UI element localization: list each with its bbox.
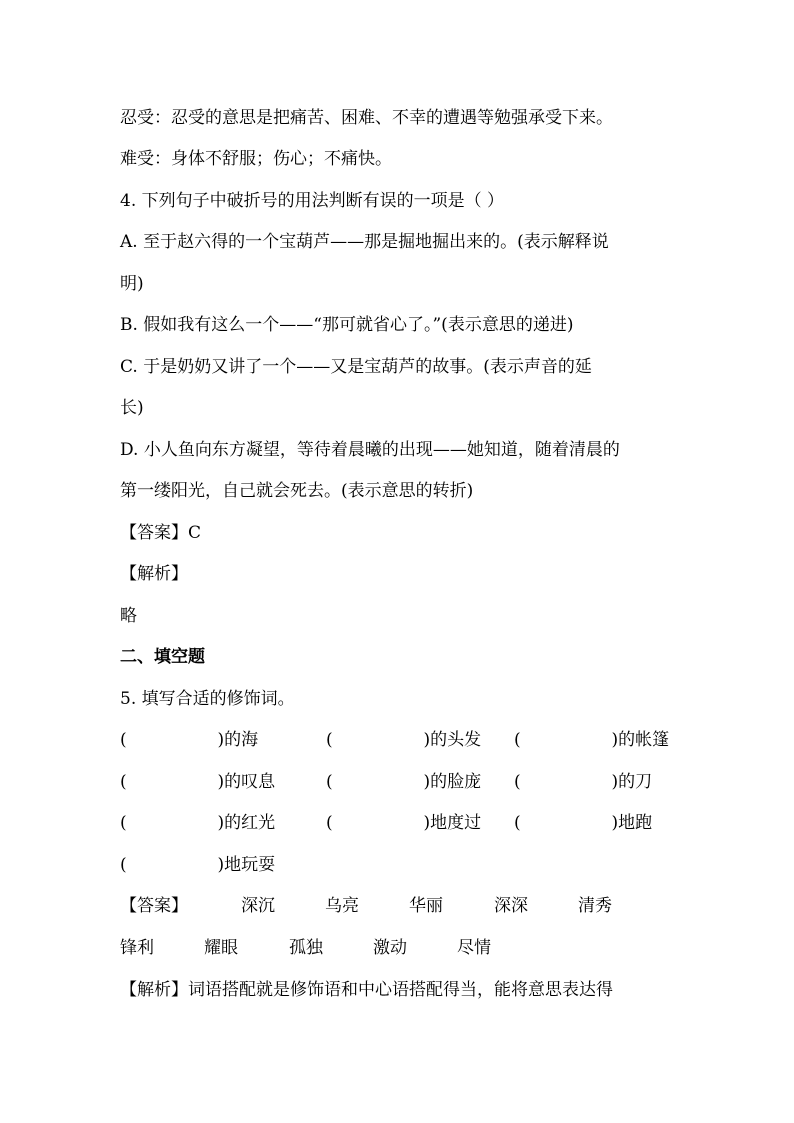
close-paren: ) <box>423 772 431 792</box>
open-paren: ( <box>326 772 333 792</box>
blank-item-label: 的叹息 <box>224 772 276 792</box>
option-c-line2: 长) <box>120 398 144 418</box>
blank-item-label: 的脸庞 <box>430 772 482 792</box>
blank-item <box>326 728 481 752</box>
open-paren: ( <box>326 813 333 833</box>
blank-item <box>326 770 481 794</box>
answer-label-q5: 【答案】 <box>120 896 188 916</box>
option-c-line1: C. 于是奶奶又讲了一个——又是宝葫芦的故事。(表示声音的延 <box>120 357 592 377</box>
answer-word: 乌亮 <box>325 896 359 916</box>
open-paren: ( <box>120 813 127 833</box>
open-paren: ( <box>120 855 127 875</box>
blank-item-label: 的红光 <box>224 813 276 833</box>
open-paren: ( <box>514 772 521 792</box>
blank-item-label: 地度过 <box>430 813 482 833</box>
analysis-q5: 【解析】词语搭配就是修饰语和中心语搭配得当，能将意思表达得 <box>120 980 613 1000</box>
blank-item <box>120 811 275 835</box>
close-paren: ) <box>217 730 225 750</box>
open-paren: ( <box>120 772 127 792</box>
close-paren: ) <box>423 730 431 750</box>
option-b: B. 假如我有这么一个——“那可就省心了。”(表示意思的递进) <box>120 315 574 335</box>
answer-word: 耀眼 <box>204 938 238 958</box>
close-paren: ) <box>217 813 225 833</box>
blank-item <box>514 728 669 752</box>
answer-word: 清秀 <box>578 896 612 916</box>
blank-item-label: 地玩耍 <box>224 855 276 875</box>
answer-word: 深深 <box>494 896 528 916</box>
open-paren: ( <box>514 730 521 750</box>
analysis-label-q4: 【解析】 <box>120 564 188 584</box>
option-a-line2: 明) <box>120 274 144 294</box>
option-d-line1: D. 小人鱼向东方凝望，等待着晨曦的出现——她知道，随着清晨的 <box>120 440 620 460</box>
definition-nanshou: 难受：身体不舒服；伤心；不痛快。 <box>120 149 392 169</box>
blank-item-label: 的帐篷 <box>618 730 670 750</box>
blank-item-label: 的刀 <box>618 772 653 792</box>
section-heading: 二、填空题 <box>120 647 205 667</box>
question-5-stem: 5. 填写合适的修饰词。 <box>120 689 295 709</box>
analysis-text-q4: 略 <box>120 606 137 626</box>
open-paren: ( <box>514 813 521 833</box>
blank-item <box>514 811 652 835</box>
answer-word: 锋利 <box>120 938 154 958</box>
close-paren: ) <box>423 813 431 833</box>
answer-word: 深沉 <box>241 896 275 916</box>
answer-word: 尽情 <box>457 938 491 958</box>
blank-item-label: 的头发 <box>430 730 482 750</box>
blank-item <box>326 811 481 835</box>
close-paren: ) <box>217 855 225 875</box>
answer-q4: 【答案】C <box>120 523 202 543</box>
answer-word: 华丽 <box>409 896 443 916</box>
close-paren: ) <box>611 772 619 792</box>
blank-item <box>514 770 652 794</box>
blank-item <box>120 853 275 877</box>
close-paren: ) <box>611 813 619 833</box>
blank-item <box>120 728 258 752</box>
answer-word: 孤独 <box>289 938 323 958</box>
option-a-line1: A. 至于赵六得的一个宝葫芦——那是掘地掘出来的。(表示解释说 <box>120 232 609 252</box>
answer-word: 激动 <box>373 938 407 958</box>
question-4-stem: 4. 下列句子中破折号的用法判断有误的一项是（ ） <box>120 191 505 211</box>
close-paren: ) <box>217 772 225 792</box>
option-d-line2: 第一缕阳光，自己就会死去。(表示意思的转折) <box>120 481 474 501</box>
blank-item <box>120 770 275 794</box>
blank-item-label: 的海 <box>224 730 259 750</box>
definition-rennshou: 忍受：忍受的意思是把痛苦、困难、不幸的遭遇等勉强承受下来。 <box>120 108 613 128</box>
open-paren: ( <box>326 730 333 750</box>
blank-item-label: 地跑 <box>618 813 653 833</box>
open-paren: ( <box>120 730 127 750</box>
close-paren: ) <box>611 730 619 750</box>
